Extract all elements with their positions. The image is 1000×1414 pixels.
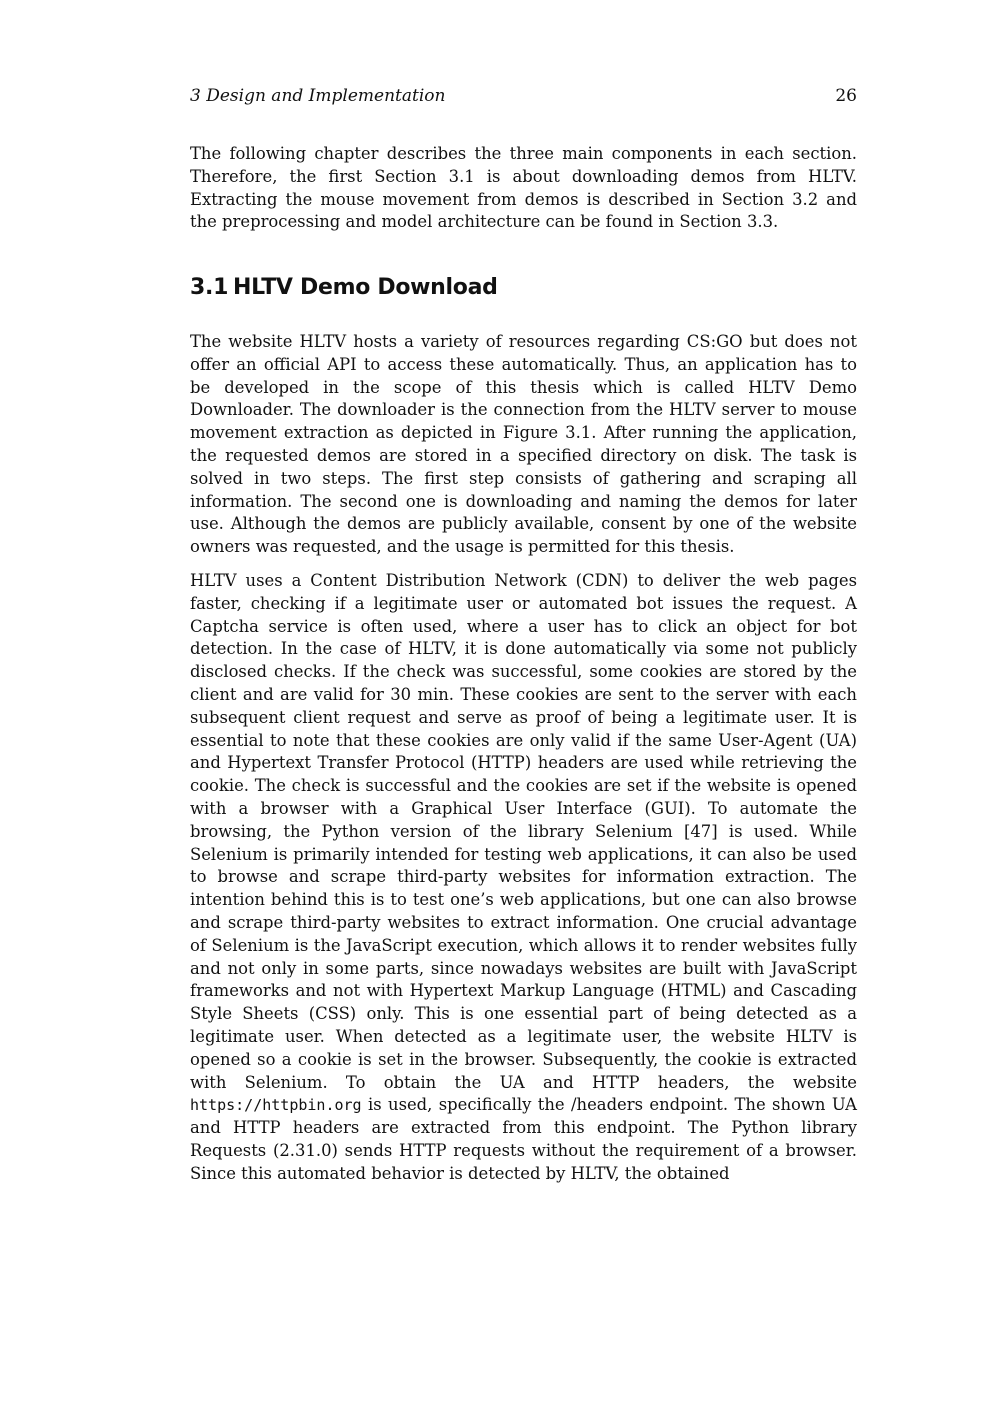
section-body <box>190 331 857 1185</box>
section-number: 3.1 <box>190 275 229 300</box>
intro-block <box>190 143 857 234</box>
paragraph-hltv-overview: The website HLTV hosts a variety of resources regarding CS:GO but does not offer an official API to access these automatically. Thus, an application has to be developed in the scope of this thesis which is called HLTV Demo Downloader. The downloader is the connection from the HLTV server to mouse movement extraction as depicted in Figure 3.1. After running the application, the requested demos are stored in a specified directory on disk. The task is solved in two steps. The first step consists of gathering and scraping all information. The second one is downloading and naming the demos for later use. Although the demos are publicly available, consent by one of the website owners was requested, and the usage is permitted for this thesis. <box>190 332 857 557</box>
chapter-title: 3 Design and Implementation <box>190 86 446 106</box>
paragraph-text-part: HLTV uses a Content Distribution Network (CDN) to deliver the web pages faster, checking if a legitimate user or automated bot issues the request. A Captcha service is often used, where a user has to click an object for bot detection. In the case of HLTV, it is done automatically via some not publicly disclosed checks. If the check was successful, some cookies are stored by the client and are valid for 30 min. These cookies are sent to the server with each subsequent client request and serve as proof of being a legitimate user. It is essential to note that these cookies are only valid if the same User-Agent (UA) and Hypertext Transfer Protocol (HTTP) headers are used while retrieving the cookie. The check is successful and the cookies are set if the website is opened with a browser with a Graphical User Interface (GUI). To automate the browsing, the Python version of the library Selenium [47] is used. While Selenium is primarily intended for testing web applications, it can also be used to browse and scrape third-party websites for information extraction. The intention behind this is to test one’s web applications, but one can also browse and scrape third-party websites to extract information. One crucial advantage of Selenium is the JavaScript execution, which allows it to render websites fully and not only in some parts, since nowadays websites are built with JavaScript frameworks and not with Hypertext Markup Language (HTML) and Cascading Style Sheets (CSS) only. This is one essential part of being detected as a legitimate user. When detected as a legitimate user, the website HLTV is opened so a cookie is set in the browser. Subsequently, the cookie is extracted with Selenium. To obtain the UA and HTTP headers, the website <box>190 570 857 1092</box>
page-number: 26 <box>835 86 857 106</box>
intro-paragraph: The following chapter describes the three main components in each section. Therefore, the first Section 3.1 is about downloading demos from HLTV. Extracting the mouse movement from demos is described in Section 3.2 and the preprocessing and model architecture can be found in Section 3.3. <box>190 144 857 232</box>
httpbin-url: https://httpbin.org <box>190 1096 362 1115</box>
section-title: HLTV Demo Download <box>233 275 498 300</box>
section-heading <box>190 272 498 304</box>
paragraph-cdn-selenium <box>190 570 857 1186</box>
running-header <box>190 84 857 108</box>
paragraph-text-part: is used, specifically the /headers endpoint. The shown UA and HTTP headers are extracted from this endpoint. The Python library Requests (2.31.0) sends HTTP requests without the requirement of a browser. Since this automated behavior is detected by HLTV, the obtained <box>190 1095 857 1183</box>
